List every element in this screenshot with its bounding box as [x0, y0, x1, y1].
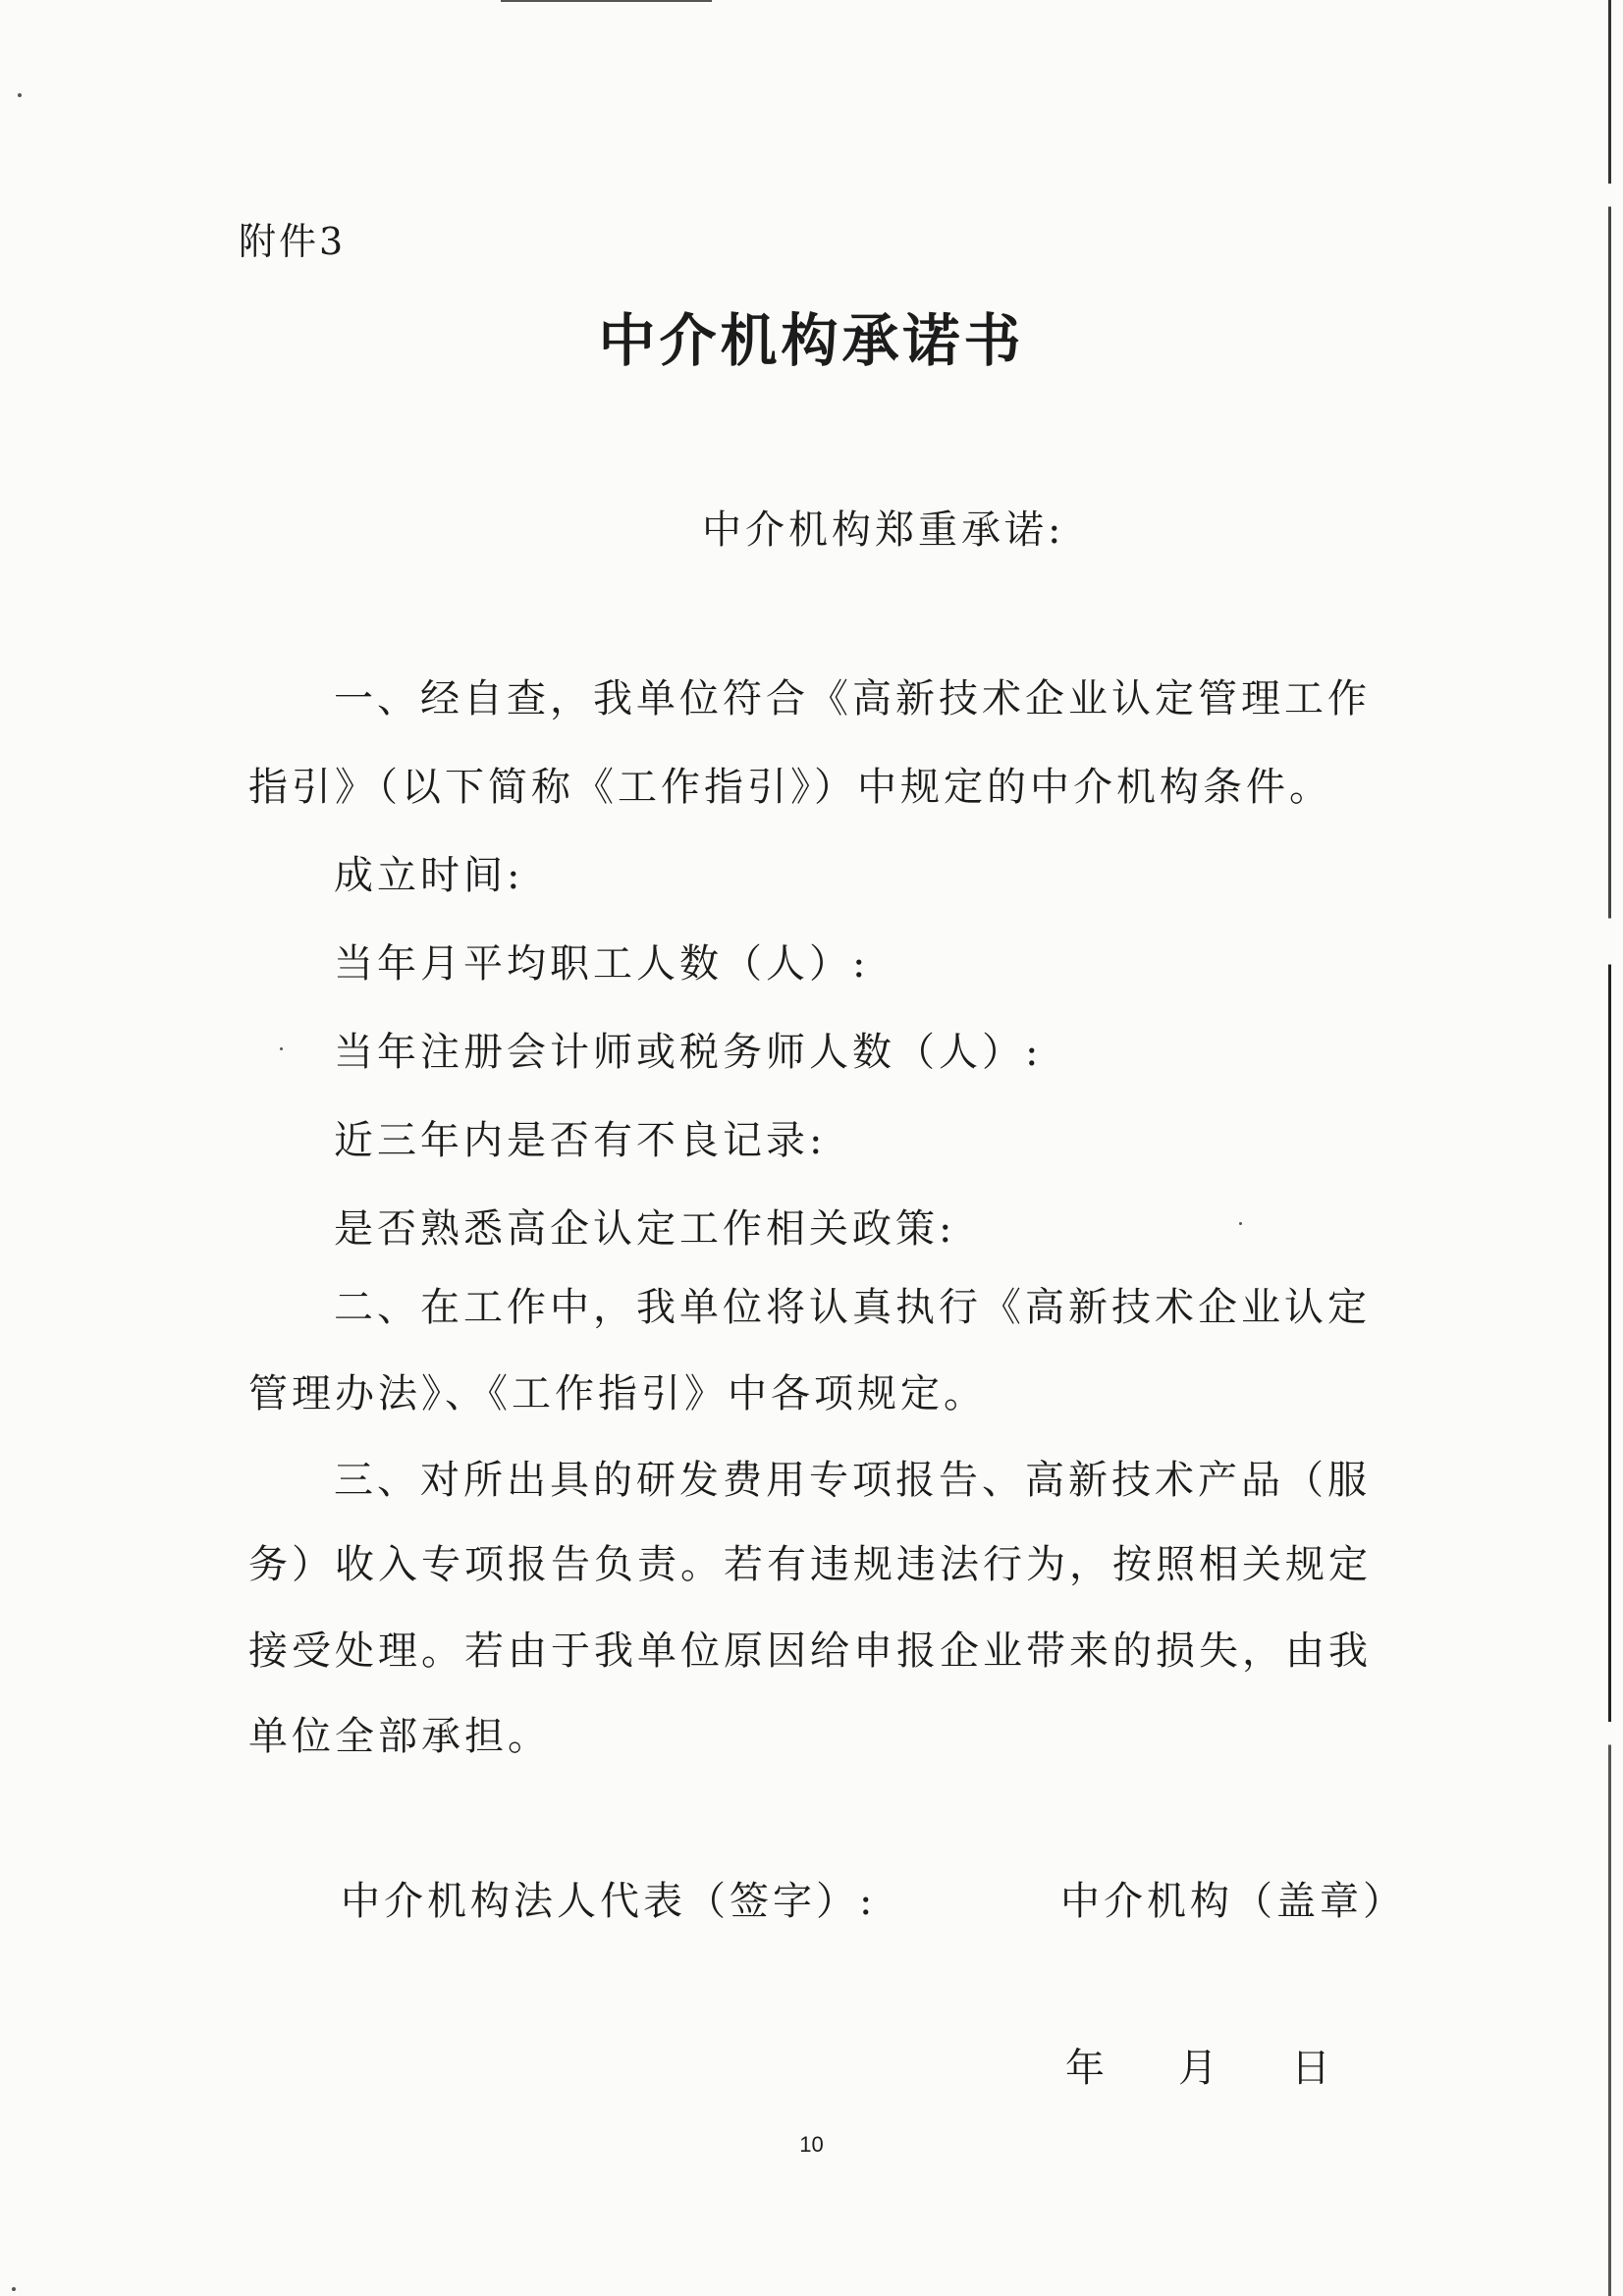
signature-representative: 中介机构法人代表（签字）:: [341, 1879, 877, 1924]
clause-3-line-3: 接受处理。若由于我单位原因给申报企业带来的损失，由我: [248, 1629, 1372, 1674]
scan-speck: [12, 2287, 16, 2291]
field-avg-employees: 当年月平均职工人数（人）:: [334, 941, 870, 987]
clause-3-line-4: 单位全部承担。: [248, 1714, 551, 1759]
clause-3-line-1: 三、对所出具的研发费用专项报告、高新技术产品（服: [334, 1458, 1371, 1503]
clause-1-line-1: 一、经自查，我单位符合《高新技术企业认定管理工作: [334, 676, 1371, 721]
date-month: 月: [1178, 2046, 1217, 2091]
clause-2-line-2: 管理办法》、《工作指引》中各项规定。: [248, 1371, 987, 1416]
clause-3-line-2: 务）收入专项报告负责。若有违规违法行为，按照相关规定: [248, 1542, 1372, 1587]
clause-1-line-2: 指引》（以下简称《工作指引》）中规定的中介机构条件。: [248, 765, 1332, 810]
field-established-date: 成立时间:: [334, 853, 524, 898]
document-title: 中介机构承诺书: [598, 307, 1025, 374]
field-bad-record: 近三年内是否有不良记录:: [334, 1118, 827, 1163]
attachment-label: 附件3: [239, 220, 347, 263]
page-number: 10: [799, 2132, 824, 2157]
scan-speck: [280, 1047, 283, 1050]
field-policy-familiarity: 是否熟悉高企认定工作相关政策:: [334, 1206, 956, 1252]
signature-seal: 中介机构（盖章）: [1060, 1879, 1406, 1924]
date-line: [1065, 2037, 1330, 2093]
date-day: 日: [1291, 2046, 1330, 2091]
field-cpa-count: 当年注册会计师或税务师人数（人）:: [334, 1030, 1043, 1075]
scan-speck: [1239, 1222, 1242, 1225]
clause-2-line-1: 二、在工作中，我单位将认真执行《高新技术企业认定: [334, 1285, 1371, 1330]
greeting: 中介机构郑重承诺:: [702, 507, 1065, 553]
date-year: 年: [1065, 2046, 1105, 2091]
scan-speck: [18, 93, 22, 97]
scan-edge-top: [501, 0, 712, 2]
